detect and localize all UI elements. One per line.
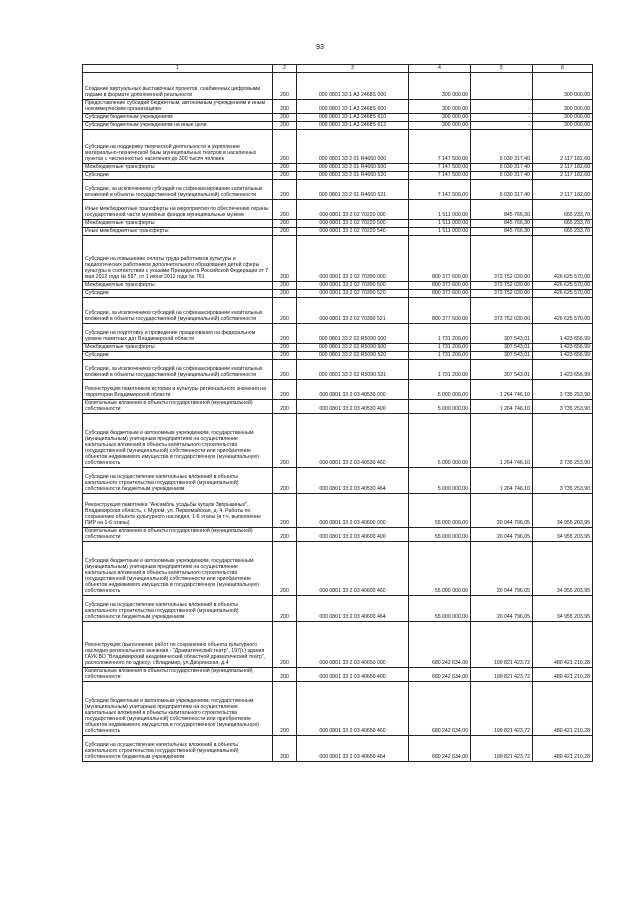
row-executed-amount-cell: 373 752 030,00 <box>471 289 533 297</box>
row-name-cell: Межбюджетные трансферты <box>83 219 273 227</box>
row-classification-code-cell: 000 0801 33 2 02 70390 521 <box>297 297 409 323</box>
row-unexecuted-amount-cell: 665 233,70 <box>533 227 593 235</box>
row-classification-code-cell: 000 0801 33 2 03 40530 400 <box>297 399 409 413</box>
row-name-cell: Субсидии бюджетным учреждениям <box>83 113 273 121</box>
row-classification-code-cell: 000 0801 33 2 03 40530 460 <box>297 413 409 467</box>
table-row <box>83 235 593 281</box>
table-row <box>83 379 593 399</box>
row-executed-amount-cell: 199 821 423,72 <box>471 621 533 667</box>
row-name-cell: Субсидии, за исключением субсидий на софинансирование капитальных вложений в объекты государственной (муниципальной) собственности <box>83 297 273 323</box>
row-unexecuted-amount-cell: 426 625 570,00 <box>533 281 593 289</box>
row-classification-code-cell: 000 0801 33 2 03 40650 460 <box>297 681 409 735</box>
row-name-cell: Иные межбюджетные трансферты на мероприятия по обеспечению охраны государственной части музейных фондов муниципальных музеев <box>83 199 273 219</box>
row-unexecuted-amount-cell: 3 735 253,90 <box>533 413 593 467</box>
table-row <box>83 121 593 129</box>
row-classification-code-cell: 000 0801 33 1 A3 2468S 610 <box>297 113 409 121</box>
row-executed-amount-cell: 5 030 317,40 <box>471 163 533 171</box>
row-approved-amount-cell: 7 147 500,00 <box>409 163 471 171</box>
row-name-cell: Субсидии на поддержку творческой деятельности и укрепление материально-технической базы муниципальных театров в населенных пунктах с численностью населения до 300 тысяч человек <box>83 129 273 163</box>
table-row <box>83 99 593 113</box>
row-approved-amount-cell: 1 731 200,00 <box>409 351 471 359</box>
row-section-code-cell: 200 <box>273 171 297 179</box>
row-unexecuted-amount-cell: 2 117 182,60 <box>533 163 593 171</box>
row-approved-amount-cell: 300 000,00 <box>409 121 471 129</box>
table-row <box>83 199 593 219</box>
table-row <box>83 467 593 493</box>
row-executed-amount-cell: 1 264 746,10 <box>471 413 533 467</box>
row-section-code-cell: 200 <box>273 735 297 761</box>
row-name-cell: Субсидии <box>83 351 273 359</box>
row-unexecuted-amount-cell: 480 421 210,28 <box>533 621 593 667</box>
table-row <box>83 323 593 343</box>
row-executed-amount-cell: 307 543,01 <box>471 343 533 351</box>
table-row <box>83 595 593 621</box>
row-unexecuted-amount-cell: 480 421 210,28 <box>533 667 593 681</box>
budget-execution-table <box>82 64 593 762</box>
row-executed-amount-cell: 845 766,30 <box>471 219 533 227</box>
row-classification-code-cell: 000 0801 33 2 03 40600 464 <box>297 595 409 621</box>
table-body <box>83 72 593 761</box>
row-unexecuted-amount-cell: 1 423 656,99 <box>533 351 593 359</box>
row-executed-amount-cell: 845 766,30 <box>471 227 533 235</box>
row-unexecuted-amount-cell: 300 000,00 <box>533 121 593 129</box>
row-name-cell: Субсидии на повышение оплаты труда работников культуры и педагогических работников дополнительного образования детей сферы культуры в соответствии с указами Президента Российской Федерации от 7 мая 2012 года № 597, от 1 июня 2012 года № 761 <box>83 235 273 281</box>
row-name-cell: Создание виртуальных выставочных проектов, снабженных цифровыми гидами в формате дополненной реальности <box>83 72 273 99</box>
row-section-code-cell: 200 <box>273 113 297 121</box>
table-row <box>83 129 593 163</box>
row-approved-amount-cell: 1 511 000,00 <box>409 219 471 227</box>
row-executed-amount-cell: 5 030 317,40 <box>471 179 533 199</box>
row-executed-amount-cell: 20 044 796,05 <box>471 595 533 621</box>
row-classification-code-cell: 000 0801 33 2 02 70220 000 <box>297 199 409 219</box>
row-name-cell: Реконструкция памятника "Ансамбль усадьбы купцов Зворыкиных", Владимирская область, г. Муром, ул. Первомайская, д. 4. Работы по сохранению объекта культурного наследия, 1-6 этапы (в т.ч. выполнение ПИР на 1-6 этапы) <box>83 493 273 527</box>
row-name-cell: Субсидии бюджетным учреждениям на иные цели <box>83 121 273 129</box>
table-row <box>83 72 593 99</box>
row-approved-amount-cell: 1 731 200,00 <box>409 359 471 379</box>
row-name-cell: Субсидии на осуществление капитальных вложений в объекты капитального строительства государственной (муниципальной) собственности бюджетным учреждениям <box>83 595 273 621</box>
row-unexecuted-amount-cell: 2 117 182,60 <box>533 129 593 163</box>
row-unexecuted-amount-cell: 34 955 203,95 <box>533 493 593 527</box>
row-name-cell: Субсидии, за исключением субсидий на софинансирование капитальных вложений в объекты государственной (муниципальной) собственности <box>83 179 273 199</box>
row-approved-amount-cell: 55 000 000,00 <box>409 595 471 621</box>
row-section-code-cell: 200 <box>273 493 297 527</box>
row-section-code-cell: 200 <box>273 163 297 171</box>
row-classification-code-cell: 000 0801 33 2 03 40650 000 <box>297 621 409 667</box>
row-approved-amount-cell: 55 000 000,00 <box>409 541 471 595</box>
row-classification-code-cell: 000 0801 33 2 03 40600 460 <box>297 541 409 595</box>
row-executed-amount-cell: 20 044 796,05 <box>471 541 533 595</box>
row-unexecuted-amount-cell: 426 625 570,00 <box>533 289 593 297</box>
row-section-code-cell: 200 <box>273 467 297 493</box>
row-unexecuted-amount-cell: 2 117 182,60 <box>533 179 593 199</box>
row-section-code-cell: 200 <box>273 359 297 379</box>
row-approved-amount-cell: 7 147 500,00 <box>409 171 471 179</box>
row-name-cell: Субсидии на осуществление капитальных вложений в объекты капитального строительства государственной (муниципальной) собственности бюджетным учреждениям <box>83 467 273 493</box>
row-section-code-cell: 200 <box>273 235 297 281</box>
row-approved-amount-cell: 300 000,00 <box>409 99 471 113</box>
row-approved-amount-cell: 680 242 634,00 <box>409 735 471 761</box>
row-classification-code-cell: 000 0801 33 2 01 R4660 520 <box>297 171 409 179</box>
row-section-code-cell: 200 <box>273 289 297 297</box>
row-section-code-cell: 200 <box>273 527 297 541</box>
row-approved-amount-cell: 55 000 000,00 <box>409 493 471 527</box>
header-cell-2: 2 <box>273 65 297 73</box>
row-section-code-cell: 200 <box>273 413 297 467</box>
row-unexecuted-amount-cell: 426 625 570,00 <box>533 235 593 281</box>
row-name-cell: Капитальные вложения в объекты государственной (муниципальной) собственности <box>83 527 273 541</box>
row-executed-amount-cell: - <box>471 72 533 99</box>
row-classification-code-cell: 000 0801 33 1 A3 2468S 612 <box>297 121 409 129</box>
table-row <box>83 113 593 121</box>
row-classification-code-cell: 000 0801 33 2 02 R5090 521 <box>297 359 409 379</box>
row-executed-amount-cell: 1 264 746,10 <box>471 399 533 413</box>
row-executed-amount-cell: 307 543,01 <box>471 351 533 359</box>
row-executed-amount-cell: 5 030 317,40 <box>471 129 533 163</box>
row-classification-code-cell: 000 0801 33 2 01 R4660 500 <box>297 163 409 171</box>
row-approved-amount-cell: 5 000 000,00 <box>409 467 471 493</box>
row-approved-amount-cell: 5 000 000,00 <box>409 413 471 467</box>
row-approved-amount-cell: 55 000 000,00 <box>409 527 471 541</box>
row-classification-code-cell: 000 0801 33 2 02 70220 500 <box>297 219 409 227</box>
row-section-code-cell: 200 <box>273 323 297 343</box>
row-unexecuted-amount-cell: 34 955 203,95 <box>533 527 593 541</box>
row-classification-code-cell: 000 0801 33 2 01 R4660 000 <box>297 129 409 163</box>
row-name-cell: Реконструкция памятников истории и культуры регионального значения на территории Владимирской области <box>83 379 273 399</box>
row-section-code-cell: 200 <box>273 541 297 595</box>
row-executed-amount-cell: 199 821 423,72 <box>471 735 533 761</box>
row-unexecuted-amount-cell: 300 000,00 <box>533 99 593 113</box>
row-unexecuted-amount-cell: 426 625 570,00 <box>533 297 593 323</box>
row-executed-amount-cell: - <box>471 121 533 129</box>
row-section-code-cell: 200 <box>273 595 297 621</box>
row-unexecuted-amount-cell: 480 421 210,28 <box>533 735 593 761</box>
row-executed-amount-cell: 5 030 317,40 <box>471 171 533 179</box>
row-unexecuted-amount-cell: 3 735 253,90 <box>533 399 593 413</box>
row-executed-amount-cell: 1 264 746,10 <box>471 379 533 399</box>
row-unexecuted-amount-cell: 1 423 656,99 <box>533 343 593 351</box>
row-executed-amount-cell: 199 821 423,72 <box>471 681 533 735</box>
row-classification-code-cell: 000 0801 33 2 02 R5090 000 <box>297 323 409 343</box>
row-executed-amount-cell: 199 821 423,72 <box>471 667 533 681</box>
row-section-code-cell: 200 <box>273 281 297 289</box>
row-executed-amount-cell: 845 766,30 <box>471 199 533 219</box>
table-row <box>83 621 593 667</box>
row-name-cell: Капитальные вложения в объекты государственной (муниципальной) собственности <box>83 667 273 681</box>
row-name-cell: Капитальные вложения в объекты государственной (муниципальной) собственности <box>83 399 273 413</box>
row-unexecuted-amount-cell: 665 233,70 <box>533 219 593 227</box>
row-classification-code-cell: 000 0801 33 2 02 R5090 500 <box>297 343 409 351</box>
row-executed-amount-cell: 1 264 746,10 <box>471 467 533 493</box>
row-approved-amount-cell: 800 377 600,00 <box>409 289 471 297</box>
row-unexecuted-amount-cell: 665 233,70 <box>533 199 593 219</box>
row-name-cell: Субсидии на осуществление капитальных вложений в объекты капитального строительства государственной (муниципальной) собственности бюджетным учреждениям <box>83 735 273 761</box>
row-classification-code-cell: 000 0801 33 1 A3 2468S 000 <box>297 72 409 99</box>
row-name-cell: Предоставление субсидий бюджетным, автономным учреждениям и иным некоммерческим организациям <box>83 99 273 113</box>
table-row <box>83 343 593 351</box>
row-executed-amount-cell: 307 543,01 <box>471 323 533 343</box>
table-row <box>83 297 593 323</box>
table-row <box>83 351 593 359</box>
row-unexecuted-amount-cell: 300 000,00 <box>533 72 593 99</box>
row-approved-amount-cell: 800 377 600,00 <box>409 281 471 289</box>
row-unexecuted-amount-cell: 34 955 203,95 <box>533 595 593 621</box>
row-executed-amount-cell: 373 752 030,00 <box>471 281 533 289</box>
header-row <box>83 65 593 73</box>
row-name-cell: Субсидии бюджетным и автономным учреждениям, государственным (муниципальным) унитарным предприятиям на осуществление капитальных вложений в объекты капитального строительства государственной (муниципальной) собственности или приобретение объектов недвижимого имущества в государственную (муниципальную) собственность <box>83 541 273 595</box>
row-section-code-cell: 200 <box>273 179 297 199</box>
row-approved-amount-cell: 300 000,00 <box>409 72 471 99</box>
row-executed-amount-cell: - <box>471 113 533 121</box>
row-name-cell: Межбюджетные трансферты <box>83 163 273 171</box>
row-name-cell: Иные межбюджетные трансферты <box>83 227 273 235</box>
row-approved-amount-cell: 300 000,00 <box>409 113 471 121</box>
table-row <box>83 281 593 289</box>
row-section-code-cell: 200 <box>273 681 297 735</box>
row-classification-code-cell: 000 0801 33 2 02 70390 500 <box>297 281 409 289</box>
row-unexecuted-amount-cell: 34 955 203,95 <box>533 541 593 595</box>
row-approved-amount-cell: 1 731 200,00 <box>409 343 471 351</box>
row-classification-code-cell: 000 0801 33 2 01 R4660 521 <box>297 179 409 199</box>
row-executed-amount-cell: 20 044 796,05 <box>471 527 533 541</box>
row-section-code-cell: 200 <box>273 621 297 667</box>
row-classification-code-cell: 000 0801 33 1 A3 2468S 600 <box>297 99 409 113</box>
table-row <box>83 527 593 541</box>
table-row <box>83 541 593 595</box>
row-name-cell: Межбюджетные трансферты <box>83 343 273 351</box>
table-row <box>83 227 593 235</box>
row-approved-amount-cell: 5 000 000,00 <box>409 399 471 413</box>
row-approved-amount-cell: 5 000 000,00 <box>409 379 471 399</box>
row-name-cell: Субсидии бюджетным и автономным учреждениям, государственным (муниципальным) унитарным предприятиям на осуществление капитальных вложений в объекты капитального строительства государственной (муниципальной) собственности или приобретение объектов недвижимого имущества в государственную (муниципальную) собственность <box>83 413 273 467</box>
row-section-code-cell: 200 <box>273 667 297 681</box>
row-classification-code-cell: 000 0801 33 2 03 40530 000 <box>297 379 409 399</box>
row-section-code-cell: 200 <box>273 199 297 219</box>
row-approved-amount-cell: 680 242 634,00 <box>409 681 471 735</box>
table-row <box>83 681 593 735</box>
row-executed-amount-cell: 20 044 796,05 <box>471 493 533 527</box>
row-executed-amount-cell: 373 752 030,00 <box>471 297 533 323</box>
row-unexecuted-amount-cell: 300 000,00 <box>533 113 593 121</box>
row-unexecuted-amount-cell: 3 735 253,90 <box>533 467 593 493</box>
header-cell-6: 6 <box>533 65 593 73</box>
row-approved-amount-cell: 7 147 500,00 <box>409 179 471 199</box>
row-classification-code-cell: 000 0801 33 2 02 70390 520 <box>297 289 409 297</box>
row-name-cell: Субсидии <box>83 289 273 297</box>
row-classification-code-cell: 000 0801 33 2 03 40650 400 <box>297 667 409 681</box>
row-name-cell: Субсидии на подготовку и проведение празднования на федеральном уровне памятных дат Владимирской области <box>83 323 273 343</box>
row-classification-code-cell: 000 0801 33 2 02 70390 000 <box>297 235 409 281</box>
row-unexecuted-amount-cell: 480 421 210,28 <box>533 681 593 735</box>
row-unexecuted-amount-cell: 3 735 253,90 <box>533 379 593 399</box>
row-unexecuted-amount-cell: 2 117 182,60 <box>533 171 593 179</box>
table-row <box>83 359 593 379</box>
row-classification-code-cell: 000 0801 33 2 03 40600 000 <box>297 493 409 527</box>
row-executed-amount-cell: 307 543,01 <box>471 359 533 379</box>
row-name-cell: Субсидии, за исключением субсидий на софинансирование капитальных вложений в объекты государственной (муниципальной) собственности <box>83 359 273 379</box>
row-section-code-cell: 200 <box>273 399 297 413</box>
row-name-cell: Межбюджетные трансферты <box>83 281 273 289</box>
row-unexecuted-amount-cell: 1 423 656,99 <box>533 359 593 379</box>
table-row <box>83 163 593 171</box>
row-name-cell: Субсидии <box>83 171 273 179</box>
row-name-cell: Реконструкция (выполнение работ по сохранению объекта культурного наследия регионального значения - "Драматический театр", 197(г.) здания ГАУК ВО "Владимирский академический областной драматический театр", расположенного по адресу: г.Владимир, ул.Дворянская, д.4 <box>83 621 273 667</box>
row-section-code-cell: 200 <box>273 227 297 235</box>
row-classification-code-cell: 000 0801 33 2 03 40650 464 <box>297 735 409 761</box>
header-cell-5: 5 <box>471 65 533 73</box>
row-approved-amount-cell: 800 377 600,00 <box>409 235 471 281</box>
row-executed-amount-cell: - <box>471 99 533 113</box>
row-section-code-cell: 200 <box>273 297 297 323</box>
row-approved-amount-cell: 680 242 634,00 <box>409 667 471 681</box>
row-approved-amount-cell: 800 377 600,00 <box>409 297 471 323</box>
row-executed-amount-cell: 373 752 030,00 <box>471 235 533 281</box>
table-row <box>83 171 593 179</box>
table-row <box>83 399 593 413</box>
row-section-code-cell: 200 <box>273 379 297 399</box>
row-section-code-cell: 200 <box>273 121 297 129</box>
row-approved-amount-cell: 7 147 500,00 <box>409 129 471 163</box>
row-name-cell: Субсидии бюджетным и автономным учреждениям, государственным (муниципальным) унитарным предприятиям на осуществление капитальных вложений в объекты капитального строительства государственной (муниципальной) собственности или приобретение объектов недвижимого имущества в государственную (муниципальную) собственность <box>83 681 273 735</box>
header-cell-3: 3 <box>297 65 409 73</box>
row-unexecuted-amount-cell: 1 423 656,99 <box>533 323 593 343</box>
row-classification-code-cell: 000 0801 33 2 03 40600 400 <box>297 527 409 541</box>
table-row <box>83 219 593 227</box>
row-section-code-cell: 200 <box>273 72 297 99</box>
row-section-code-cell: 200 <box>273 219 297 227</box>
table-row <box>83 735 593 761</box>
row-approved-amount-cell: 1 511 000,00 <box>409 199 471 219</box>
page-number: 93 <box>316 44 324 51</box>
table-row <box>83 289 593 297</box>
table-row <box>83 413 593 467</box>
row-section-code-cell: 200 <box>273 129 297 163</box>
row-classification-code-cell: 000 0801 33 2 03 40530 464 <box>297 467 409 493</box>
row-section-code-cell: 200 <box>273 99 297 113</box>
row-classification-code-cell: 000 0801 33 2 02 R5090 520 <box>297 351 409 359</box>
header-cell-1: 1 <box>83 65 273 73</box>
row-section-code-cell: 200 <box>273 343 297 351</box>
header-cell-4: 4 <box>409 65 471 73</box>
row-approved-amount-cell: 1 511 000,00 <box>409 227 471 235</box>
table-row <box>83 493 593 527</box>
row-classification-code-cell: 000 0801 33 2 02 70220 540 <box>297 227 409 235</box>
table-row <box>83 179 593 199</box>
row-approved-amount-cell: 1 731 200,00 <box>409 323 471 343</box>
table-row <box>83 667 593 681</box>
row-approved-amount-cell: 680 242 634,00 <box>409 621 471 667</box>
row-section-code-cell: 200 <box>273 351 297 359</box>
